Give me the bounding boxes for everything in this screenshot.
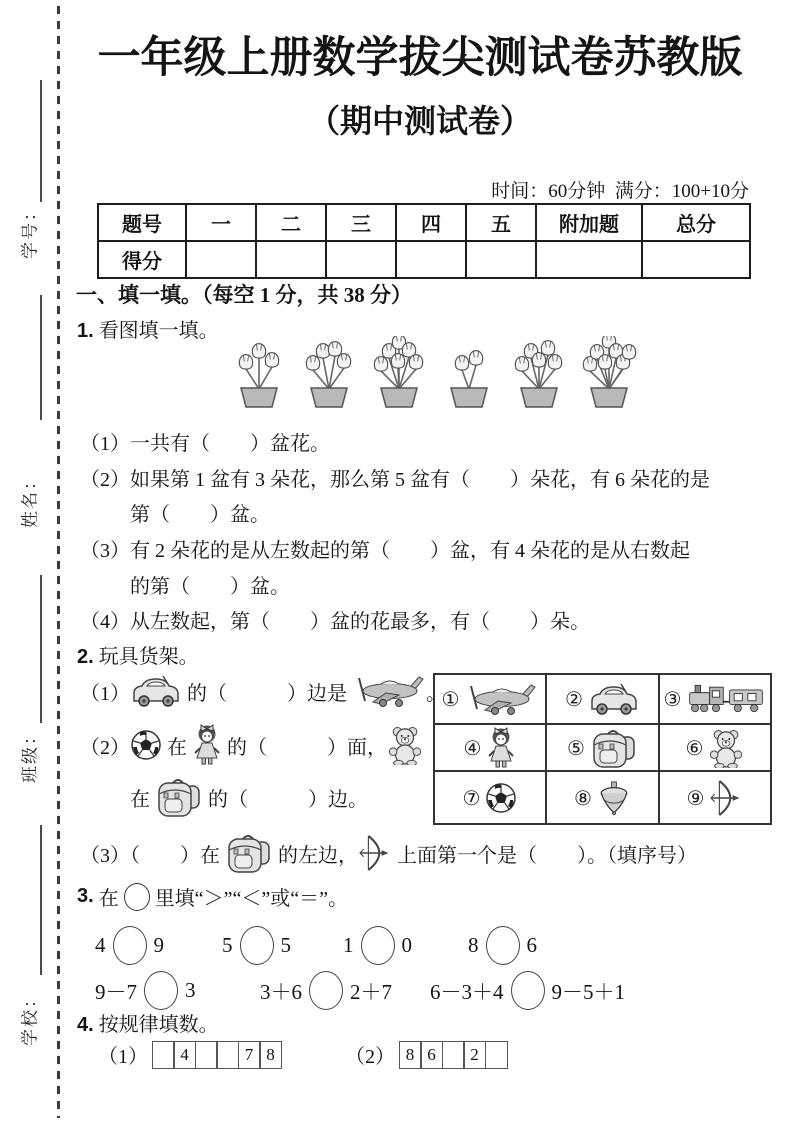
score-empty-cell [396,241,466,278]
train-icon [686,682,766,716]
comparison-answer-circle [511,971,545,1010]
shelf-cell [434,771,546,824]
backpack-icon [155,776,203,818]
q4-number-box: 6 [420,1041,443,1069]
score-table-column-header: 五 [466,204,536,241]
comparison-left-value: 3＋6 [260,979,302,1004]
comparison-left-value: 8 [468,933,479,957]
comparison-item [95,971,196,1010]
q2-text-segment: 在 [130,788,155,811]
flower-pot [228,336,290,415]
flower-pots-row [228,336,640,415]
doll-icon [486,727,516,769]
q4-sequence-group [345,1040,508,1069]
shelf-cell [546,771,659,824]
bow-arrow-icon [358,833,392,873]
q4-number-box: 8 [399,1041,422,1069]
section-one-heading: 一、填一填。（每空 1 分，共 38 分） [76,283,412,307]
q1-subquestion-line: （2）如果第 1 盆有 3 朵花，那么第 5 盆有（ ）朵花，有 6 朵花的是 [80,468,710,491]
q4-cells [153,1041,282,1069]
q2-text-segment: 的（ ）面， [222,736,387,759]
comparison-right-value: 6 [526,933,537,957]
shelf-cell [434,674,546,724]
margin-blank-line [40,295,42,420]
margin-label-class: 班级： [20,726,40,783]
circled-number: ⑥ [685,735,704,760]
football-icon [130,729,162,761]
margin-label-student-id: 学号： [20,202,40,259]
comparison-left-value: 1 [343,933,354,957]
q2-text-segment: 。 [426,682,446,705]
plane-icon [352,674,426,708]
score-empty-cell [536,241,642,278]
score-empty-cell [186,241,256,278]
q1-subquestion-line: （1）一共有（ ）盆花。 [80,433,330,456]
shelf-cell [434,724,546,771]
circled-number: ① [441,687,460,711]
score-table-column-header: 四 [396,204,466,241]
margin-blank-line [40,825,42,975]
score-empty-cell [642,241,750,278]
comparison-answer-circle [309,971,343,1010]
comparison-answer-circle [144,971,178,1010]
comparison-right-value: 3 [185,978,196,1002]
question-2-prompt: 玩具货架。 [98,646,199,668]
q2-text-segment: （3）（ ）在 [80,844,225,867]
margin-label-name: 姓名： [20,471,40,528]
score-table-column-header: 附加题 [536,204,642,241]
q2-subquestion-line [80,724,423,766]
score-empty-cell [326,241,396,278]
q4-empty-box [195,1041,218,1069]
football-icon [485,782,517,814]
comparison-left-value: 9－7 [95,979,137,1004]
bow-arrow-icon [709,778,743,818]
comparison-item [95,926,164,965]
q4-number-box: 2 [463,1041,486,1069]
question-3-number: 3. [77,885,94,907]
car-icon [588,682,640,716]
fill-circle-icon [124,883,150,911]
score-empty-cell [466,241,536,278]
page-title: 一年级上册数学拔尖测试卷苏教版 [97,35,743,82]
teddy-bear-icon [387,725,423,765]
q4-cells [400,1041,508,1069]
comparison-item [343,926,412,965]
q2-text-segment: （1） [80,682,130,705]
score-row-label: 得分 [98,241,186,278]
comparison-item [430,971,625,1010]
shelf-cell [546,674,659,724]
flower-pot [578,336,640,415]
comparison-left-value: 4 [95,933,106,957]
comparison-right-value: 2＋7 [350,979,392,1004]
score-table-header-label: 题号 [98,204,186,241]
q4-number-box: 7 [238,1041,261,1069]
score-table-column-header: 二 [256,204,326,241]
question-2-heading [77,640,199,669]
question-4-prompt: 按规律填数。 [98,1014,219,1036]
margin-blank-line [40,80,42,202]
circled-number: ⑤ [567,735,585,760]
q2-text-segment: 上面第一个是（ ）。（填序号） [392,844,697,867]
circled-number: ⑨ [686,785,705,810]
circled-number: ③ [663,687,682,711]
comparison-right-value: 9 [153,933,164,957]
q2-text-segment: 的（ ）边是 [182,682,352,705]
q2-text-segment: 的左边， [273,844,358,867]
score-table-column-header: 一 [186,204,256,241]
comparison-answer-circle [486,926,520,965]
q4-group-label: （2） [345,1046,395,1068]
q4-empty-box [442,1041,465,1069]
toy-shelf-grid [433,673,772,825]
flower-pot [508,336,570,415]
q1-subquestion-line: 第（ ）盆。 [130,504,270,527]
backpack-icon [225,832,273,874]
comparison-item [222,926,291,965]
question-1-heading [77,314,219,343]
q4-empty-box [152,1041,175,1069]
q2-text-segment: 在 [162,736,192,759]
question-1-prompt: 看图填一填。 [98,320,219,342]
shelf-cell [659,724,771,771]
comparison-answer-circle [361,926,395,965]
comparison-answer-circle [240,926,274,965]
q2-subquestion-line [130,776,368,818]
time-info: 时间：60分钟 满分：100+10分 [491,181,749,202]
score-empty-cell [256,241,326,278]
car-icon [130,674,182,708]
q2-text-segment: （2） [80,736,130,759]
binding-dashed-line [57,6,60,1118]
question-1-number: 1. [77,320,94,342]
q2-subquestion-line [80,674,446,708]
score-table [97,203,751,279]
question-2-number: 2. [77,646,94,668]
score-table-column-header: 总分 [642,204,750,241]
shelf-cell [659,771,771,824]
plane-icon [464,682,538,716]
flower-pot [368,336,430,415]
comparison-right-value: 9－5＋1 [551,979,625,1004]
comparison-item [260,971,392,1010]
q1-subquestions [80,424,710,638]
q4-group-label: （1） [98,1046,148,1068]
margin-label-school: 学校： [20,989,40,1046]
question-4-number: 4. [77,1014,94,1036]
q1-subquestion-line: （4）从左数起，第（ ）盆的花最多，有（ ）朵。 [80,611,590,634]
circled-number: ⑦ [462,785,481,810]
flower-pot [438,336,500,415]
question-3-heading [77,882,348,911]
doll-icon [192,724,222,766]
circled-number: ⑧ [574,785,592,810]
circled-number: ② [565,687,583,711]
question-3-prompt-pre: 在 [98,888,119,910]
comparison-right-value: 0 [401,933,412,957]
score-table-column-header: 三 [326,204,396,241]
comparison-left-value: 5 [222,933,233,957]
q1-subquestion-line: （3）有 2 朵花的是从左数起的第（ ）盆，有 4 朵花的是从右数起 [80,540,690,563]
q4-number-box: 8 [259,1041,282,1069]
teddy-bear-icon [708,728,744,768]
shelf-cell [659,674,771,724]
margin-blank-line [40,575,42,723]
spinning-top-icon [597,780,631,816]
q1-subquestion-line: 的第（ ）盆。 [130,575,290,598]
circled-number: ④ [463,735,482,760]
q4-sequence-group [98,1040,282,1069]
question-3-prompt-post: 里填“＞”“＜”或“＝”。 [154,888,348,910]
shelf-cell [546,724,659,771]
q2-text-segment: 的（ ）边。 [203,788,368,811]
q4-empty-box [216,1041,239,1069]
comparison-item [468,926,537,965]
q4-number-box: 4 [173,1041,196,1069]
backpack-icon [590,727,638,769]
page-subtitle: （期中测试卷） [307,103,532,139]
q4-empty-box [485,1041,508,1069]
flower-pot [298,336,360,415]
q2-subquestion-line [80,832,697,874]
comparison-answer-circle [113,926,147,965]
comparison-left-value: 6－3＋4 [430,979,504,1004]
question-4-heading [77,1008,219,1037]
comparison-right-value: 5 [280,933,291,957]
